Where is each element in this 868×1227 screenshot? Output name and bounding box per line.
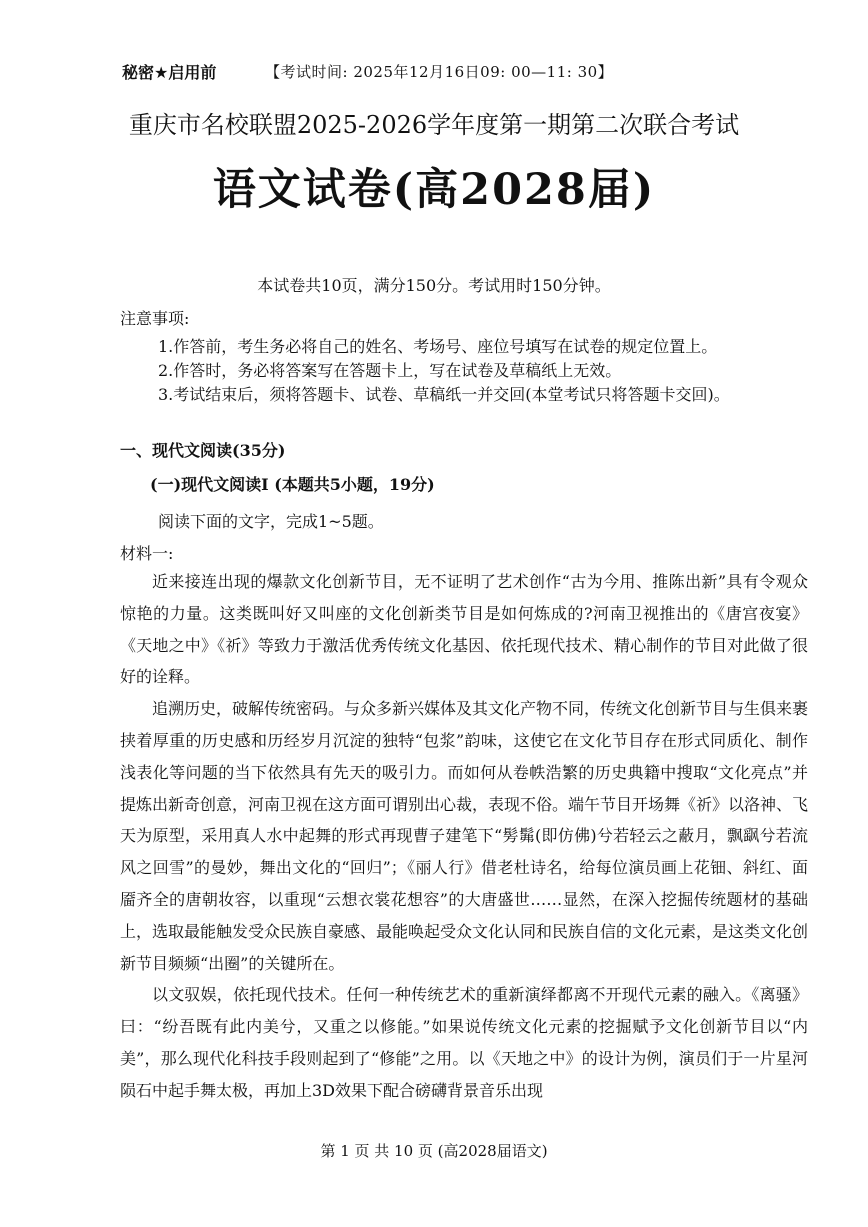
note-item: 1.作答前，考生务必将自己的姓名、考场号、座位号填写在试卷的规定位置上。 — [158, 337, 718, 356]
exam-info: 本试卷共10页，满分150分。考试用时150分钟。 — [257, 276, 611, 295]
note-item: 3.考试结束后，须将答题卡、试卷、草稿纸一并交回(本堂考试只将答题卡交回)。 — [158, 385, 730, 404]
section-heading: 一、现代文阅读(35分) — [120, 441, 286, 460]
passage-paragraph: 追溯历史，破解传统密码。与众多新兴媒体及其文化产物不同，传统文化创新节目与生俱来裹挟着厚重的历史感和历经岁月沉淀的独特“包浆”韵味，这使它在文化节目存在形式同质化、制作浅表化等问题的当下依然具有先天的吸引力。而如何从卷帙浩繁的历史典籍中搜取“文化亮点”并提炼出新奇创意，河南卫视在这方面可谓别出心裁，表现不俗。端午节目开场舞《祈》以洛神、飞天为原型，采用真人水中起舞的形式再现曹子建笔下“髣髴(即仿佛)兮若轻云之蔽月，飘飖兮若流风之回雪”的曼妙，舞出文化的“回归”；《丽人行》借老杜诗名，给每位演员画上花钿、斜红、面靥齐全的唐朝妆容，以重现“云想衣裳花想容”的大唐盛世……显然，在深入挖掘传统题材的基础上，选取最能触发受众民族自豪感、最能唤起受众文化认同和民族自信的文化元素，是这类文化创新节目频频“出圈”的关键所在。 — [120, 699, 809, 973]
passage-paragraph: 近来接连出现的爆款文化创新节目，无不证明了艺术创作“古为今用、推陈出新”具有令观众惊艳的力量。这类既叫好又叫座的文化创新类节目是如何炼成的?河南卫视推出的《唐宫夜宴》《天地之中》《祈》等致力于激活优秀传统文化基因、依托现代技术、精心制作的节目对此做了很好的诠释。 — [120, 572, 808, 687]
exam-title: 语文试卷(高2028届) — [212, 165, 656, 215]
material-label: 材料一: — [120, 544, 174, 563]
page-footer: 第 1 页 共 10 页 (高2028届语文) — [320, 1142, 548, 1160]
subsection-heading: (一)现代文阅读Ⅰ (本题共5小题，19分) — [150, 475, 435, 494]
confidential-label: 秘密★启用前 — [122, 63, 217, 82]
reading-instruction: 阅读下面的文字，完成1~5题。 — [158, 512, 384, 531]
notes-heading: 注意事项: — [120, 309, 190, 328]
exam-time: 【考试时间: 2025年12月16日09: 00—11: 30】 — [265, 63, 614, 81]
exam-subtitle: 重庆市名校联盟2025-2026学年度第一期第二次联合考试 — [128, 111, 740, 139]
note-item: 2.作答时，务必将答案写在答题卡上，写在试卷及草稿纸上无效。 — [158, 361, 622, 380]
passage-paragraph: 以文驭娱，依托现代技术。任何一种传统艺术的重新演绎都离不开现代元素的融入。《离骚》曰：“纷吾既有此内美兮，又重之以修能。”如果说传统文化元素的挖掘赋予文化创新节目以“内美”，那么现代化科技手段则起到了“修能”之用。以《天地之中》的设计为例，演员们于一片星河陨石中起手舞太极，再加上3D效果下配合磅礴背景音乐出现 — [120, 985, 808, 1100]
passage — [120, 566, 808, 1107]
